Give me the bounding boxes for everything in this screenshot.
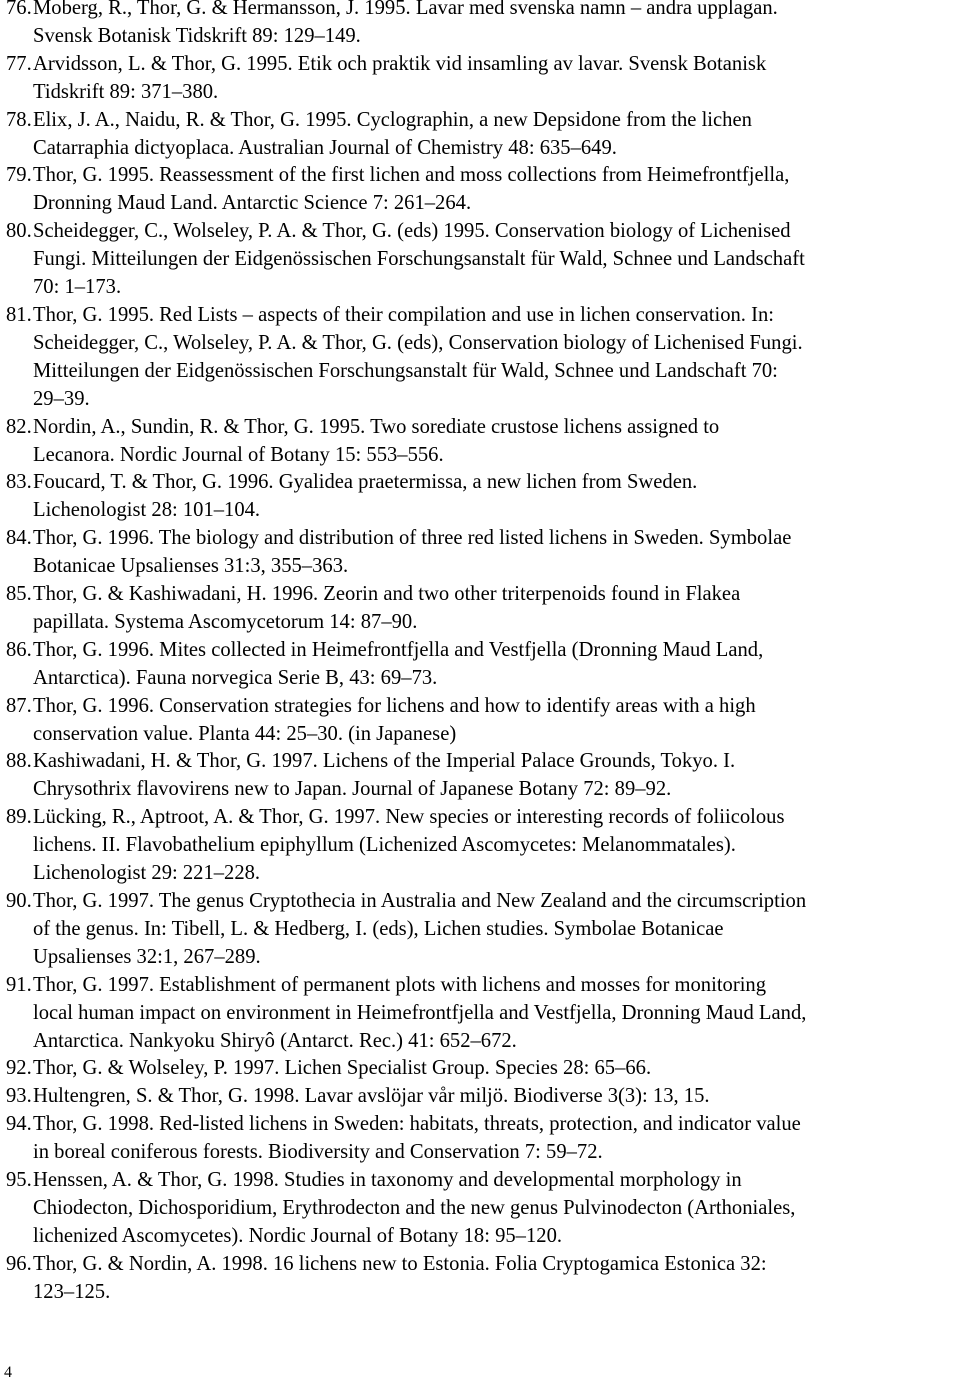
reference-text: Henssen, A. & Thor, G. 1998. Studies in taxonomy and developmental morphology in Chiodecton, Dichosporidium, Erythrodecton and the new genus Pulvinodecton (Arthoniales, lichenized Ascomycetes). Nordic Journal of Botany 18: 95–120. — [33, 1169, 796, 1247]
reference-text: Thor, G. 1996. Mites collected in Heimefrontfjella and Vestfjella (Dronning Maud Land, Antarctica). Fauna norvegica Serie B, 43: 69–73. — [33, 638, 764, 689]
reference-text: Thor, G. & Kashiwadani, H. 1996. Zeorin and two other triterpenoids found in Flakea papillata. Systema Ascomycetorum 14: 87–90. — [33, 583, 741, 633]
page-number: 4 — [4, 1364, 12, 1381]
reference-item — [6, 525, 960, 581]
reference-item — [6, 581, 960, 637]
reference-item — [6, 693, 960, 749]
reference-text: Scheidegger, C., Wolseley, P. A. & Thor, G. (eds) 1995. Conservation biology of Lichenised Fungi. Mitteilungen der Eidgenössischen Forschungsanstalt für Wald, Schnee und Landschaft 70: 1–173. — [33, 220, 805, 299]
reference-item — [6, 414, 960, 470]
reference-item — [6, 469, 960, 525]
reference-number: 79. — [6, 164, 32, 187]
reference-number: 94. — [6, 1113, 32, 1136]
reference-item — [6, 1083, 960, 1111]
reference-item — [6, 1167, 960, 1251]
reference-item — [6, 218, 960, 302]
reference-number: 83. — [6, 471, 32, 494]
reference-number: 78. — [6, 108, 32, 131]
reference-text: Elix, J. A., Naidu, R. & Thor, G. 1995. Cyclographin, a new Depsidone from the lichen Catarraphia dictyoplaca. Australian Journal of Chemistry 48: 635–649. — [33, 108, 752, 159]
reference-number: 85. — [6, 583, 32, 606]
reference-text: Thor, G. 1995. Red Lists – aspects of their compilation and use in lichen conservation. In: Scheidegger, C., Wolseley, P. A. & Thor, G. (eds), Conservation biology of Lichenised Fungi. Mitteilungen der Eidgenössischen Forschungsanstalt für Wald, Schnee und Landschaft 70: 29–39. — [33, 303, 803, 410]
reference-text: Hultengren, S. & Thor, G. 1998. Lavar avslöjar vår miljö. Biodiverse 3(3): 13, 15. — [33, 1085, 710, 1108]
reference-text: Nordin, A., Sundin, R. & Thor, G. 1995. Two sorediate crustose lichens assigned to Lecanora. Nordic Journal of Botany 15: 553–556. — [33, 415, 720, 466]
reference-number: 82. — [6, 415, 32, 438]
reference-text: Thor, G. & Nordin, A. 1998. 16 lichens new to Estonia. Folia Cryptogamica Estonica 32: 123–125. — [33, 1252, 767, 1303]
reference-number: 87. — [6, 694, 32, 717]
reference-text: Thor, G. 1997. Establishment of permanent plots with lichens and mosses for monitoring local human impact on environment in Heimefrontfjella and Vestfjella, Dronning Maud Land, Antarctica. Nankyoku Shiryô (Antarct. Rec.) 41: 652–672. — [33, 973, 807, 1052]
reference-item — [6, 1055, 960, 1083]
reference-item — [6, 51, 960, 107]
reference-item — [6, 804, 960, 888]
reference-list — [6, 0, 960, 1307]
reference-item — [6, 107, 960, 163]
reference-number: 77. — [6, 52, 32, 75]
reference-number: 91. — [6, 973, 32, 996]
reference-number: 93. — [6, 1085, 32, 1108]
reference-number: 92. — [6, 1057, 32, 1080]
reference-text: Foucard, T. & Thor, G. 1996. Gyalidea praetermissa, a new lichen from Sweden. Lichenologist 28: 101–104. — [33, 471, 698, 522]
reference-item — [6, 0, 960, 51]
reference-text: Thor, G. 1997. The genus Cryptothecia in Australia and New Zealand and the circumscription of the genus. In: Tibell, L. & Hedberg, I. (eds), Lichen studies. Symbolae Botanicae Upsalienses 32:1, 267–289. — [33, 890, 807, 968]
reference-item — [6, 1111, 960, 1167]
reference-text: Thor, G. 1998. Red-listed lichens in Sweden: habitats, threats, protection, and indicator value in boreal coniferous forests. Biodiversity and Conservation 7: 59–72. — [33, 1113, 801, 1164]
reference-number: 80. — [6, 220, 32, 243]
reference-item — [6, 302, 960, 414]
reference-item — [6, 972, 960, 1056]
reference-text: Arvidsson, L. & Thor, G. 1995. Etik och praktik vid insamling av lavar. Svensk Botanisk Tidskrift 89: 371–380. — [33, 52, 767, 103]
reference-number: 95. — [6, 1169, 32, 1192]
reference-item — [6, 748, 960, 804]
reference-number: 86. — [6, 638, 32, 661]
reference-text: Thor, G. 1996. The biology and distribution of three red listed lichens in Sweden. Symbolae Botanicae Upsalienses 31:3, 355–363. — [33, 527, 792, 578]
reference-text: Thor, G. & Wolseley, P. 1997. Lichen Specialist Group. Species 28: 65–66. — [33, 1057, 652, 1080]
reference-number: 81. — [6, 303, 32, 326]
reference-number: 96. — [6, 1252, 32, 1275]
reference-item — [6, 888, 960, 972]
reference-number: 88. — [6, 750, 32, 773]
reference-text: Moberg, R., Thor, G. & Hermansson, J. 1995. Lavar med svenska namn – andra upplagan. Svensk Botanisk Tidskrift 89: 129–149. — [33, 0, 778, 47]
reference-text: Kashiwadani, H. & Thor, G. 1997. Lichens of the Imperial Palace Grounds, Tokyo. I. Chrysothrix flavovirens new to Japan. Journal of Japanese Botany 72: 89–92. — [33, 750, 736, 801]
reference-item — [6, 637, 960, 693]
reference-number: 76. — [6, 0, 32, 19]
reference-item — [6, 162, 960, 218]
reference-text: Thor, G. 1995. Reassessment of the first lichen and moss collections from Heimefrontfjella, Dronning Maud Land. Antarctic Science 7: 261–264. — [33, 164, 790, 215]
reference-text: Lücking, R., Aptroot, A. & Thor, G. 1997. New species or interesting records of foliicolous lichens. II. Flavobathelium epiphyllum (Lichenized Ascomycetes: Melanommatales). Lichenologist 29: 221–228. — [33, 806, 785, 885]
reference-text: Thor, G. 1996. Conservation strategies for lichens and how to identify areas with a high conservation value. Planta 44: 25–30. (in Japanese) — [33, 694, 756, 745]
reference-item — [6, 1251, 960, 1307]
reference-number: 90. — [6, 890, 32, 912]
reference-number: 89. — [6, 806, 32, 829]
reference-number: 84. — [6, 527, 32, 550]
